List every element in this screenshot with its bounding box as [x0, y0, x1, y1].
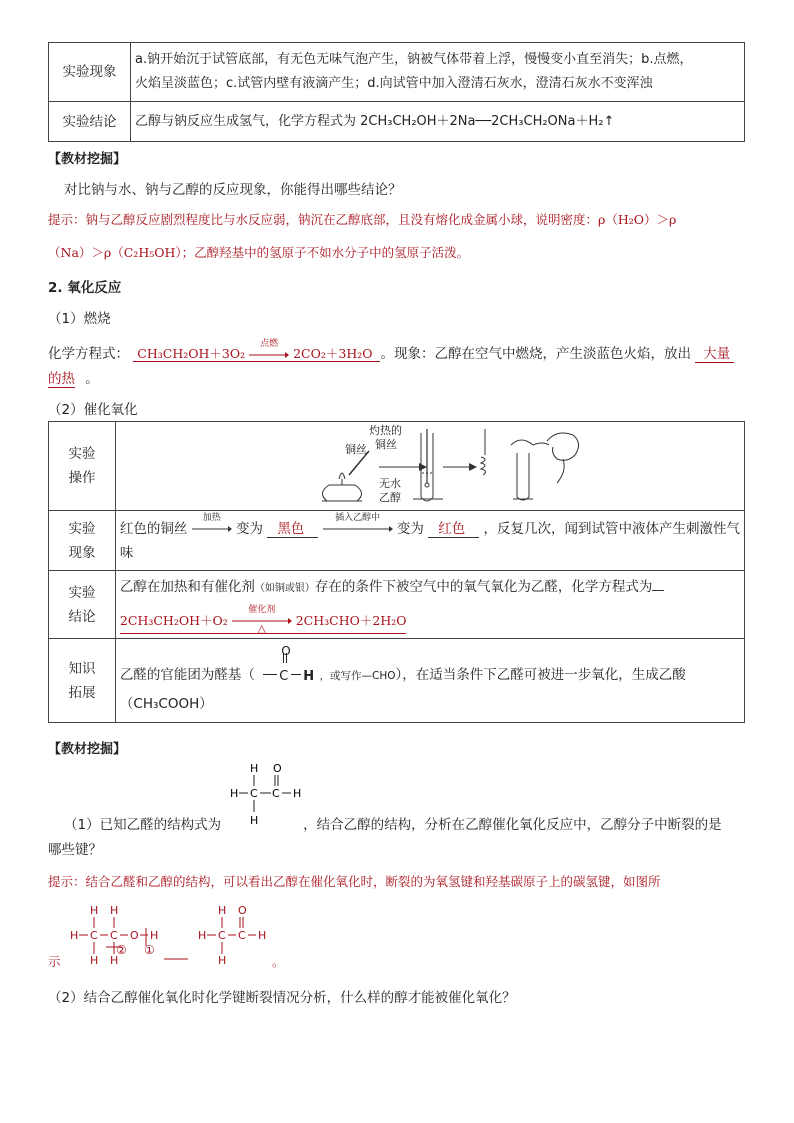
smelling-icon	[511, 433, 579, 500]
insert-arrow	[323, 512, 393, 541]
phenomenon-cell-2	[115, 511, 744, 571]
experiment-table-catalytic	[48, 421, 745, 723]
atom-h-right: H	[293, 787, 302, 800]
phen-text-3: 变为	[396, 520, 424, 537]
answer-black: 黑色	[267, 521, 318, 538]
extension-label-a: 知识	[68, 660, 96, 677]
ald-h1: H	[218, 904, 227, 917]
q1-prefix: （1）已知乙醛的结构式为	[64, 817, 222, 833]
hint-2-tail: 示	[48, 954, 61, 969]
conc-text-1: 乙醇在加热和有催化剂	[119, 578, 255, 595]
phenomenon-cell	[131, 43, 745, 102]
combustion-eq-right: 2CO₂＋3H₂O	[293, 346, 373, 361]
phenomenon-label-2a: 实验	[68, 520, 96, 537]
group-bond-left	[263, 674, 277, 675]
phenomenon-text: 。现象：乙醇在空气中燃烧，产生淡蓝色火焰，放出	[380, 346, 691, 362]
catalytic-equation	[119, 605, 407, 636]
aldehyde-group-structure	[259, 644, 315, 685]
process-arrow-icon-2	[443, 463, 477, 471]
ald-c1: C	[218, 929, 226, 942]
hint-1-line-1: 提示：钠与乙醇反应剧烈程度比与水反应弱，钠沉在乙醇底部，且没有熔化成金属小球，说明密度：ρ（H₂O）＞ρ	[48, 212, 677, 227]
double-bond-icon	[283, 653, 287, 663]
circle-1: ①	[144, 943, 155, 957]
conclusion-label-2	[49, 571, 116, 639]
extension-label-b: 拓展	[68, 684, 96, 701]
conc-small: （如铜或银）	[254, 582, 315, 594]
section-heading-1: 【教材挖掘】	[48, 152, 127, 167]
label-hot-copper-2: 铜丝	[374, 438, 397, 451]
ald-h3: H	[258, 929, 267, 942]
atom-h-top: H	[250, 762, 259, 775]
eth-c2: C	[110, 929, 118, 942]
atom-h-bottom: H	[250, 814, 259, 827]
phenomenon-line-2: 火焰呈淡蓝色；c.试管内壁有液滴产生；d.向试管中加入澄清石灰水，澄清石灰水不变浑浊	[135, 76, 653, 91]
phenomenon-label-2	[49, 511, 116, 571]
operation-label	[49, 422, 116, 511]
ald-h4: H	[218, 954, 227, 967]
circle-2: ②	[116, 943, 127, 957]
combustion-eq-left: CH₃CH₂OH＋3O₂	[137, 346, 246, 361]
question-2-line-2: 哪些键？	[48, 842, 102, 858]
label-copper-wire: 铜丝	[344, 443, 367, 456]
group-H: H	[303, 669, 315, 684]
answer-large: 大量	[695, 346, 734, 363]
conclusion-text: 乙醇与钠反应生成氢气，化学方程式为 2CH₃CH₂OH＋2Na──2CH₃CH₂ONa＋H₂↑	[131, 102, 745, 142]
combustion-subtitle: （1）燃烧	[48, 311, 111, 327]
ald-c2: C	[238, 929, 246, 942]
catalyst-arrow	[232, 605, 292, 636]
arrow-icon	[249, 351, 289, 359]
atom-h-left: H	[230, 787, 239, 800]
eth-h4: H	[150, 929, 159, 942]
experiment-illustration	[117, 423, 717, 509]
atom-c1: C	[250, 787, 258, 800]
cat-eq-right: 2CH₃CHO＋2H₂O	[295, 612, 407, 628]
atom-c2: C	[272, 787, 280, 800]
cat-eq-left: 2CH₃CH₂OH＋O₂	[119, 612, 228, 628]
ext-text-2: ），在适当条件下乙醛可被进一步氧化，生成乙酸	[395, 667, 686, 683]
condition-ignite: 点燃	[260, 339, 279, 349]
ext-small: ，或写作—CHO	[319, 670, 396, 682]
process-arrow-icon	[379, 463, 427, 471]
combustion-equation-line	[48, 339, 734, 362]
eth-o: O	[130, 929, 139, 942]
label-anhydrous-1: 无水	[378, 477, 401, 490]
oxidation-title: 2. 氧化反应	[48, 280, 122, 296]
extension-label	[49, 639, 116, 723]
eth-h2: H	[110, 904, 119, 917]
phen-text-4: ，反复几次，闻到试管中液体产生刺激性气	[483, 520, 740, 537]
ald-o: O	[238, 904, 247, 917]
eth-c1: C	[90, 929, 98, 942]
phenomenon-label-2b: 现象	[68, 544, 96, 561]
line-end: 。	[85, 371, 99, 387]
eth-h1: H	[90, 904, 99, 917]
experiment-table-sodium	[48, 42, 745, 142]
equation-prefix: 化学方程式：	[48, 346, 129, 362]
conclusion-label: 实验结论	[49, 102, 131, 142]
conclusion-label-2b: 结论	[68, 608, 96, 625]
label-anhydrous-2: 乙醇	[378, 491, 401, 504]
question-2-line-1	[64, 813, 722, 833]
heat-symbol: △	[257, 622, 266, 636]
hint-1-line-2: （Na）＞ρ（C₂H₅OH）；乙醇羟基中的氢原子不如水分子中的氢原子活泼。	[48, 245, 470, 260]
conclusion-label-2a: 实验	[68, 584, 96, 601]
eth-h6: H	[110, 954, 119, 967]
hint-2: 提示：结合乙醛和乙醇的结构，可以看出乙醇在催化氧化时，断裂的为氧氢键和羟基碳原子上的碳氢键，如图所	[48, 874, 661, 889]
eth-h3: H	[70, 929, 79, 942]
insert-label: 插入乙醇中	[335, 512, 381, 523]
catalytic-subtitle: （2）催化氧化	[48, 402, 138, 418]
phenomenon-line-1: a.钠开始沉于试管底部，有无色无味气泡产生，钠被气体带着上浮，慢慢变小直至消失；b.点燃，	[135, 52, 693, 67]
operation-label-1: 实验	[68, 446, 96, 462]
extension-cell	[115, 639, 744, 723]
q1-suffix: ，结合乙醇的结构，分析在乙醇催化氧化反应中，乙醇分子中断裂的是	[303, 817, 722, 833]
phenomenon-label: 实验现象	[49, 43, 131, 102]
label-hot-copper-1: 灼热的	[368, 424, 402, 437]
operation-label-2: 操作	[68, 470, 96, 486]
ext-text-3: （CH₃COOH）	[119, 696, 213, 712]
operation-illustration-cell	[115, 422, 744, 511]
combustion-line-2	[48, 367, 99, 387]
answer-heat: 的热	[48, 371, 75, 387]
test-tube-icon	[413, 429, 443, 501]
section-heading-2: 【教材挖掘】	[48, 742, 127, 757]
bond-breaking-diagram	[46, 902, 286, 972]
question-1: 对比钠与水、钠与乙醇的反应现象，你能得出哪些结论？	[64, 182, 402, 198]
question-3: （2）结合乙醇催化氧化时化学键断裂情况分析，什么样的醇才能被催化氧化？	[48, 990, 516, 1006]
ext-text-1: 乙醛的官能团为醛基（	[119, 667, 255, 683]
hint-2-end: 。	[272, 954, 285, 969]
heat-label: 加热	[202, 512, 221, 523]
phen-text-1: 红色的铜丝	[119, 520, 188, 537]
phen-text-5: 味	[119, 544, 134, 561]
catalyst-label: 催化剂	[248, 605, 276, 616]
conclusion-cell-2	[115, 571, 744, 639]
conc-text-2: 存在的条件下被空气中的氧气氧化为乙醛，化学方程式为	[314, 578, 653, 595]
condition-arrow	[249, 339, 289, 362]
ald-h2: H	[198, 929, 207, 942]
heat-arrow	[192, 512, 232, 541]
group-C: C	[279, 669, 289, 684]
group-bond-right	[291, 674, 301, 675]
answer-red: 红色	[428, 521, 479, 538]
combustion-equation	[133, 339, 380, 362]
copper-coil-icon	[481, 429, 486, 475]
atom-o-top: O	[273, 762, 282, 775]
alcohol-lamp-icon	[322, 451, 369, 501]
group-O: O	[281, 644, 291, 658]
phen-text-2: 变为	[236, 520, 264, 537]
eth-h5: H	[90, 954, 99, 967]
